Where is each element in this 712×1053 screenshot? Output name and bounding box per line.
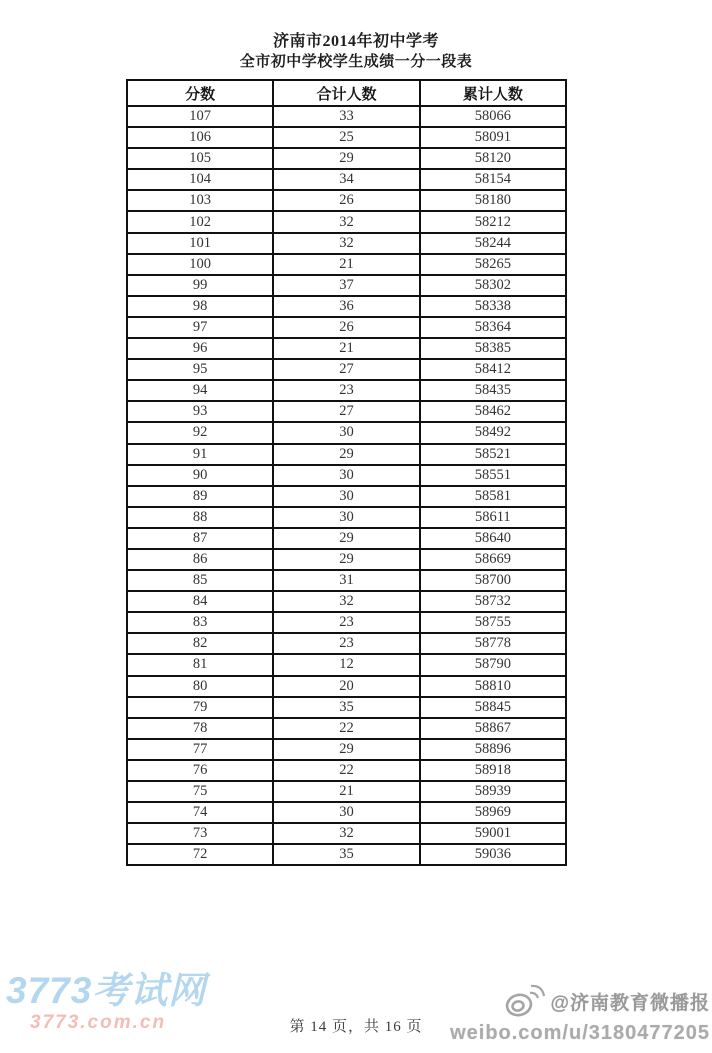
column-header: 分数 — [127, 80, 273, 106]
table-row — [127, 718, 566, 739]
table-cell: 12 — [273, 654, 419, 675]
table-row — [127, 823, 566, 844]
weibo-handle-text: @济南教育微播报 — [550, 992, 710, 1014]
table-row — [127, 676, 566, 697]
table-cell: 85 — [127, 570, 273, 591]
table-row — [127, 444, 566, 465]
table-cell: 58462 — [420, 401, 566, 422]
table-cell: 23 — [273, 612, 419, 633]
table-cell: 77 — [127, 739, 273, 760]
table-cell: 58551 — [420, 465, 566, 486]
table-cell: 98 — [127, 296, 273, 317]
weibo-url-text: weibo.com/u/3180477205 — [450, 1022, 710, 1044]
table-row — [127, 697, 566, 718]
table-cell: 58939 — [420, 781, 566, 802]
table-cell: 30 — [273, 422, 419, 443]
table-cell: 58302 — [420, 275, 566, 296]
table-cell: 58521 — [420, 444, 566, 465]
page-number-footer: 第 14 页，共 16 页 — [289, 1019, 423, 1035]
table-cell: 58700 — [420, 570, 566, 591]
table-cell: 58066 — [420, 106, 566, 127]
table-cell: 32 — [273, 233, 419, 254]
table-cell: 58364 — [420, 317, 566, 338]
table-cell: 58180 — [420, 190, 566, 211]
table-cell: 26 — [273, 190, 419, 211]
score-table — [126, 79, 567, 866]
table-row — [127, 549, 566, 570]
table-row — [127, 570, 566, 591]
table-row — [127, 254, 566, 275]
table-cell: 30 — [273, 507, 419, 528]
column-header: 累计人数 — [420, 80, 566, 106]
table-cell: 34 — [273, 169, 419, 190]
table-row — [127, 633, 566, 654]
table-cell: 102 — [127, 211, 273, 232]
table-cell: 58091 — [420, 127, 566, 148]
header-row — [127, 80, 566, 106]
table-cell: 22 — [273, 760, 419, 781]
table-cell: 33 — [273, 106, 419, 127]
table-row — [127, 802, 566, 823]
table-cell: 58732 — [420, 591, 566, 612]
table-cell: 35 — [273, 844, 419, 865]
table-cell: 58412 — [420, 359, 566, 380]
table-cell: 94 — [127, 380, 273, 401]
table-cell: 58265 — [420, 254, 566, 275]
table-row — [127, 465, 566, 486]
table-cell: 58845 — [420, 697, 566, 718]
table-cell: 21 — [273, 254, 419, 275]
watermark-3773-site-name: 3773考试网 — [6, 970, 207, 1011]
table-row — [127, 211, 566, 232]
table-cell: 93 — [127, 401, 273, 422]
table-cell: 103 — [127, 190, 273, 211]
watermark-3773-site-url: 3773.com.cn — [30, 1012, 167, 1033]
table-cell: 78 — [127, 718, 273, 739]
table-cell: 58492 — [420, 422, 566, 443]
table-cell: 59001 — [420, 823, 566, 844]
table-cell: 91 — [127, 444, 273, 465]
table-cell: 58790 — [420, 654, 566, 675]
table-cell: 90 — [127, 465, 273, 486]
table-cell: 58755 — [420, 612, 566, 633]
table-cell: 58581 — [420, 486, 566, 507]
table-row — [127, 781, 566, 802]
table-row — [127, 422, 566, 443]
table-cell: 106 — [127, 127, 273, 148]
table-cell: 30 — [273, 465, 419, 486]
document-title — [0, 31, 712, 73]
table-cell: 58669 — [420, 549, 566, 570]
table-row — [127, 486, 566, 507]
table-cell: 58810 — [420, 676, 566, 697]
table-cell: 58435 — [420, 380, 566, 401]
table-cell: 58896 — [420, 739, 566, 760]
table-cell: 75 — [127, 781, 273, 802]
table-cell: 89 — [127, 486, 273, 507]
table-row — [127, 296, 566, 317]
table-cell: 87 — [127, 528, 273, 549]
table-cell: 32 — [273, 591, 419, 612]
table-row — [127, 233, 566, 254]
weibo-logo-icon — [504, 983, 546, 1019]
score-table-head — [127, 80, 566, 106]
table-row — [127, 169, 566, 190]
table-row — [127, 507, 566, 528]
table-row — [127, 612, 566, 633]
table-cell: 27 — [273, 359, 419, 380]
table-cell: 58778 — [420, 633, 566, 654]
table-cell: 73 — [127, 823, 273, 844]
column-header: 合计人数 — [273, 80, 419, 106]
table-cell: 58120 — [420, 148, 566, 169]
table-cell: 58969 — [420, 802, 566, 823]
table-cell: 100 — [127, 254, 273, 275]
table-cell: 58212 — [420, 211, 566, 232]
table-cell: 29 — [273, 549, 419, 570]
table-cell: 27 — [273, 401, 419, 422]
table-cell: 58154 — [420, 169, 566, 190]
table-cell: 20 — [273, 676, 419, 697]
table-cell: 99 — [127, 275, 273, 296]
table-row — [127, 317, 566, 338]
table-cell: 29 — [273, 444, 419, 465]
table-cell: 25 — [273, 127, 419, 148]
table-cell: 92 — [127, 422, 273, 443]
table-row — [127, 127, 566, 148]
table-cell: 30 — [273, 802, 419, 823]
table-cell: 23 — [273, 633, 419, 654]
table-row — [127, 401, 566, 422]
table-cell: 95 — [127, 359, 273, 380]
table-cell: 37 — [273, 275, 419, 296]
table-row — [127, 275, 566, 296]
table-cell: 80 — [127, 676, 273, 697]
table-cell: 32 — [273, 211, 419, 232]
table-row — [127, 528, 566, 549]
table-cell: 105 — [127, 148, 273, 169]
table-cell: 29 — [273, 148, 419, 169]
table-cell: 58918 — [420, 760, 566, 781]
table-cell: 96 — [127, 338, 273, 359]
table-row — [127, 148, 566, 169]
table-row — [127, 844, 566, 865]
table-row — [127, 591, 566, 612]
table-cell: 21 — [273, 781, 419, 802]
table-cell: 101 — [127, 233, 273, 254]
table-cell: 35 — [273, 697, 419, 718]
title-line-1: 济南市2014年初中学考 — [272, 33, 439, 50]
table-cell: 58640 — [420, 528, 566, 549]
score-table-body — [127, 106, 566, 865]
table-row — [127, 190, 566, 211]
table-cell: 76 — [127, 760, 273, 781]
table-cell: 26 — [273, 317, 419, 338]
table-row — [127, 106, 566, 127]
table-cell: 29 — [273, 528, 419, 549]
table-cell: 23 — [273, 380, 419, 401]
table-cell: 83 — [127, 612, 273, 633]
table-cell: 104 — [127, 169, 273, 190]
table-cell: 30 — [273, 486, 419, 507]
table-cell: 97 — [127, 317, 273, 338]
table-cell: 58867 — [420, 718, 566, 739]
table-cell: 32 — [273, 823, 419, 844]
title-line-2: 全市初中学校学生成绩一分一段表 — [239, 54, 473, 70]
table-row — [127, 380, 566, 401]
table-cell: 58611 — [420, 507, 566, 528]
table-cell: 88 — [127, 507, 273, 528]
table-cell: 22 — [273, 718, 419, 739]
table-cell: 84 — [127, 591, 273, 612]
table-cell: 107 — [127, 106, 273, 127]
table-cell: 58244 — [420, 233, 566, 254]
table-row — [127, 338, 566, 359]
table-cell: 74 — [127, 802, 273, 823]
table-row — [127, 654, 566, 675]
table-cell: 31 — [273, 570, 419, 591]
table-cell: 29 — [273, 739, 419, 760]
table-row — [127, 760, 566, 781]
table-cell: 86 — [127, 549, 273, 570]
table-cell: 82 — [127, 633, 273, 654]
table-cell: 81 — [127, 654, 273, 675]
table-cell: 58338 — [420, 296, 566, 317]
table-cell: 21 — [273, 338, 419, 359]
table-row — [127, 359, 566, 380]
table-cell: 36 — [273, 296, 419, 317]
table-cell: 79 — [127, 697, 273, 718]
table-row — [127, 739, 566, 760]
table-cell: 58385 — [420, 338, 566, 359]
table-cell: 72 — [127, 844, 273, 865]
table-cell: 59036 — [420, 844, 566, 865]
